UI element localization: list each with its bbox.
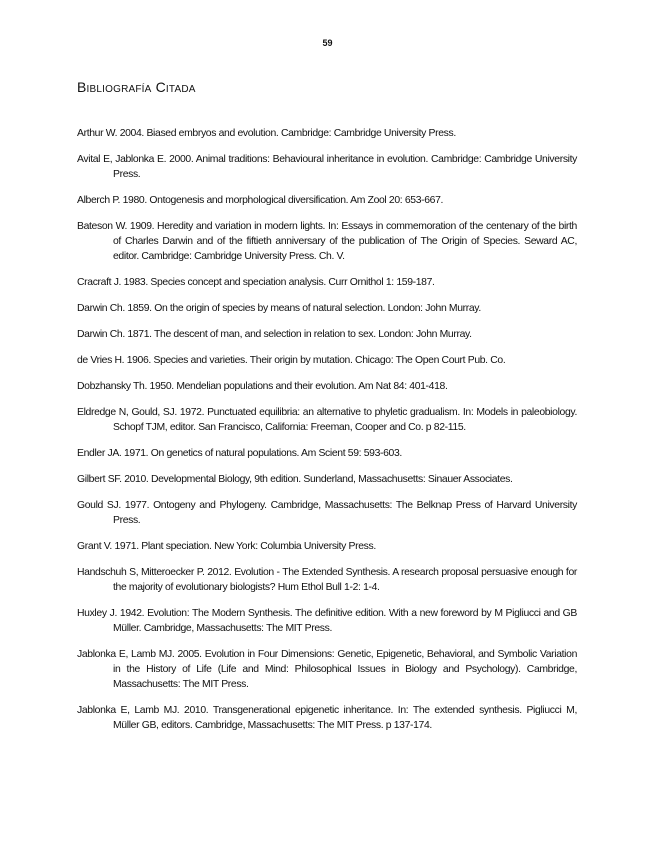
reference-item: Huxley J. 1942. Evolution: The Modern Synthesis. The definitive edition. With a new foreword by M Pigliucci and GB Müller. Cambridge, Massachusetts: The MIT Press. [77, 608, 577, 634]
page-number: 59 [322, 38, 333, 48]
reference-item: Eldredge N, Gould, SJ. 1972. Punctuated equilibria: an alternative to phyletic gradualism. In: Models in paleobiology. Schopf TJM, editor. San Francisco, California: Freeman, Cooper and Co. p 82-115. [77, 407, 577, 433]
reference-item: Arthur W. 2004. Biased embryos and evolution. Cambridge: Cambridge University Press. [77, 128, 456, 139]
reference-item: Jablonka E, Lamb MJ. 2005. Evolution in Four Dimensions: Genetic, Epigenetic, Behavioral, and Symbolic Variation in the History of Life (Life and Mind: Philosophical Issues in Biology and Psychology). Cambridge, Massachusetts: The MIT Press. [77, 649, 577, 690]
reference-item: Grant V. 1971. Plant speciation. New York: Columbia University Press. [77, 541, 376, 552]
reference-item: de Vries H. 1906. Species and varieties. Their origin by mutation. Chicago: The Open Court Pub. Co. [77, 355, 506, 366]
reference-item: Bateson W. 1909. Heredity and variation in modern lights. In: Essays in commemoration of the centenary of the birth of Charles Darwin and of the fiftieth anniversary of the publication of The Origin of Species. Seward AC, editor. Cambridge: Cambridge University Press. Ch. V. [77, 221, 577, 262]
reference-item: Gould SJ. 1977. Ontogeny and Phylogeny. Cambridge, Massachusetts: The Belknap Press of Harvard University Press. [77, 500, 577, 526]
reference-item: Jablonka E, Lamb MJ. 2010. Transgenerational epigenetic inheritance. In: The extended synthesis. Pigliucci M, Müller GB, editors. Cambridge, Massachusetts: The MIT Press. p 137-174. [77, 705, 577, 731]
reference-item: Gilbert SF. 2010. Developmental Biology, 9th edition. Sunderland, Massachusetts: Sinauer Associates. [77, 474, 513, 485]
reference-list [77, 126, 577, 744]
reference-item: Dobzhansky Th. 1950. Mendelian populations and their evolution. Am Nat 84: 401-418. [77, 381, 448, 392]
reference-item: Avital E, Jablonka E. 2000. Animal traditions: Behavioural inheritance in evolution. Cambridge: Cambridge University Press. [77, 154, 577, 180]
reference-item: Darwin Ch. 1871. The descent of man, and selection in relation to sex. London: John Murray. [77, 329, 472, 340]
reference-item: Endler JA. 1971. On genetics of natural populations. Am Scient 59: 593-603. [77, 448, 402, 459]
reference-item: Handschuh S, Mitteroecker P. 2012. Evolution - The Extended Synthesis. A research proposal persuasive enough for the majority of evolutionary biologists? Hum Ethol Bull 1-2: 1-4. [77, 567, 577, 593]
reference-item: Cracraft J. 1983. Species concept and speciation analysis. Curr Ornithol 1: 159-187. [77, 277, 435, 288]
reference-item: Darwin Ch. 1859. On the origin of species by means of natural selection. London: John Murray. [77, 303, 481, 314]
section-title: Bibliografía Citada [77, 79, 196, 95]
reference-item: Alberch P. 1980. Ontogenesis and morphological diversification. Am Zool 20: 653-667. [77, 195, 444, 206]
